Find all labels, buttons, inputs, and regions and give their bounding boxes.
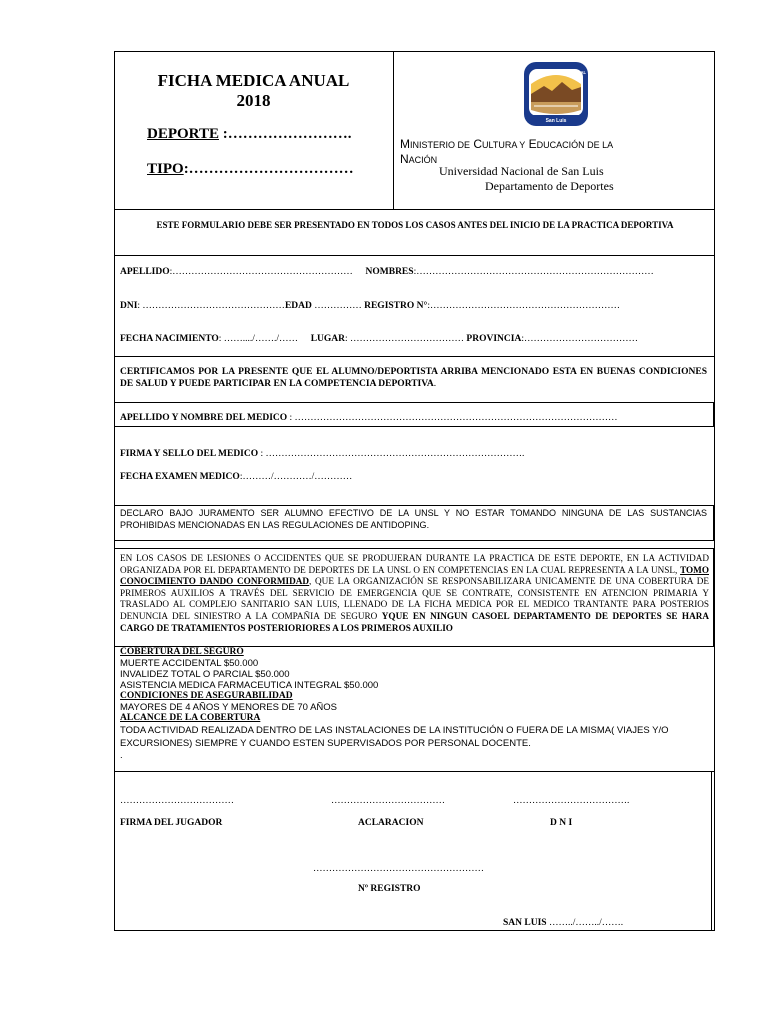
dni-label: DNI — [120, 301, 138, 311]
header-divider — [393, 52, 394, 209]
san-luis-date — [503, 918, 623, 928]
edad-field[interactable]: …………… — [311, 301, 362, 311]
provincia-field[interactable]: :……………………………… — [521, 334, 638, 344]
certification-text: CERTIFICAMOS POR LA PRESENTE QUE EL ALUMNO/DEPORTISTA ARRIBA MENCIONADO ESTA EN BUENAS CONDICIONES DE SALUD Y PUEDE PARTICIPAR EN LA COMPETENCIA DEPORTIVA. — [120, 367, 707, 389]
deporte-line — [147, 126, 351, 143]
medico-nombre-label: APELLIDO Y NOMBRE DEL MEDICO — [120, 413, 288, 423]
deporte-fill: :……………………. — [218, 126, 352, 142]
firma-medico-label: FIRMA Y SELLO DEL MEDICO — [120, 449, 259, 459]
tipo-fill: :…………………………… — [183, 161, 354, 177]
coverage-item: ASISTENCIA MEDICA FARMACEUTICA INTEGRAL $50.000 — [120, 680, 379, 691]
coverage-item: INVALIDEZ TOTAL O PARCIAL $50.000 — [120, 669, 290, 680]
fecha-nacimiento-field[interactable]: : ……..../……./…… — [218, 334, 298, 344]
logo-top-text: UNIVERSIDAD NACIONAL — [534, 70, 587, 75]
scope-text: TODA ACTIVIDAD REALIZADA DENTRO DE LAS INSTALACIONES DE LA INSTITUCIÓN O FUERA DE LA MISMA( VIAJES Y/O EXCURSIONES) SIEMPRE Y CUANDO ESTEN SUPERVISADOS POR PERSONAL DOCENTE. — [120, 725, 669, 749]
fecha-examen-label: FECHA EXAMEN MEDICO — [120, 472, 240, 482]
row-fecha-examen — [120, 472, 352, 482]
san-luis-label: SAN LUIS — [503, 918, 547, 928]
conditions-title: CONDICIONES DE ASEGURABILIDAD — [120, 691, 293, 701]
divider-header — [114, 209, 715, 210]
notice-text: ESTE FORMULARIO DEBE SER PRESENTADO EN TODOS LOS CASOS ANTES DEL INICIO DE LA PRACTICA DEPORTIVA — [156, 220, 674, 230]
divider-signatures — [114, 771, 715, 772]
conditions-text: MAYORES DE 4 AÑOS Y MENORES DE 70 AÑOS — [120, 702, 337, 713]
row-fecha — [120, 334, 638, 344]
row-firma-medico — [120, 449, 524, 459]
dni-signature-label: D N I — [550, 818, 573, 828]
declaration-text: DECLARO BAJO JURAMENTO SER ALUMNO EFECTIVO DE LA UNSL Y NO ESTAR TOMANDO NINGUNA DE LAS SUSTANCIAS PROHIBIDAS MENCIONADAS EN LAS REGULACIONES DE ANTIDOPING. — [120, 508, 707, 530]
deporte-label: DEPORTE — [147, 126, 219, 142]
registro-label: REGISTRO N° — [364, 301, 428, 311]
medico-nombre-field[interactable]: : ………………………………………………………………………………………… — [287, 413, 618, 423]
signature-side-line — [711, 771, 712, 930]
san-luis-date-field[interactable]: ……../……../……. — [546, 918, 624, 928]
fecha-examen-field[interactable]: :………/…………/………… — [239, 472, 353, 482]
university-name: Universidad Nacional de San Luis — [439, 164, 604, 178]
form-year: 2018 — [236, 91, 271, 110]
university-logo — [522, 60, 590, 128]
dni-field[interactable]: : ……………………………………… — [137, 301, 285, 311]
fecha-nacimiento-label: FECHA NACIMIENTO — [120, 334, 219, 344]
row-medico-nombre — [120, 413, 618, 423]
coverage-title: COBERTURA DEL SEGURO — [120, 647, 244, 657]
scope-title: ALCANCE DE LA COBERTURA — [120, 713, 261, 723]
trailing-dot: . — [120, 750, 123, 761]
apellido-label: APELLIDO — [120, 267, 170, 277]
apellido-field[interactable]: :………………………………………………… — [169, 267, 353, 277]
logo-bottom-text: San Luis — [545, 118, 567, 124]
signature-dots-jugador[interactable]: ……………………………… — [120, 796, 234, 806]
edad-label: EDAD — [284, 301, 312, 311]
nombres-field[interactable]: :………………………………………………………………… — [413, 267, 654, 277]
coverage-section — [120, 647, 710, 761]
registro-field[interactable]: :…………………………………………………… — [427, 301, 620, 311]
tipo-line — [147, 161, 354, 178]
divider-fields — [114, 356, 715, 357]
provincia-label: PROVINCIA — [466, 334, 522, 344]
form-title: FICHA MEDICA ANUAL — [157, 71, 350, 90]
registro-dots[interactable]: ……………………………………………… — [313, 864, 484, 874]
divider-notice — [114, 255, 715, 256]
signature-dots-aclaracion[interactable]: ……………………………… — [331, 796, 445, 806]
nombres-label: NOMBRES — [365, 267, 414, 277]
lugar-label: LUGAR — [310, 334, 346, 344]
aclaracion-label: ACLARACION — [358, 818, 424, 828]
firma-jugador-label: FIRMA DEL JUGADOR — [120, 818, 223, 828]
row-apellido — [120, 267, 654, 277]
coverage-item: MUERTE ACCIDENTAL $50.000 — [120, 658, 259, 669]
lugar-field[interactable]: : ……………………………… — [345, 334, 465, 344]
ministry-text: MINISTERIO DE CULTURA Y EDUCACIÓN DE LA NACIÓN — [400, 137, 614, 166]
signature-dots-dni[interactable]: ………………………………. — [513, 796, 630, 806]
row-dni — [120, 301, 620, 311]
firma-medico-field[interactable]: : ………………………………………………………………………. — [258, 449, 525, 459]
department-name: Departamento de Deportes — [485, 179, 614, 193]
tipo-label: TIPO — [147, 161, 184, 177]
registro-signature-label: Nº REGISTRO — [358, 884, 421, 894]
injury-text: EN LOS CASOS DE LESIONES O ACCIDENTES QUE SE PRODUJERAN DURANTE LA PRACTICA DE ESTE DEPORTE, EN LA ACTIVIDAD ORGANIZADA POR EL DEPARTAMENTO DE DEPORTES DE LA UNSL O EN COMPETENCIAS EN LA CUAL REPRESENTA A LA UNSL, TOMO CONOCIMIENTO DANDO CONFORMIDAD, QUE LA ORGANIZACIÓN SE RESPONSABILIZARA UNICAMENTE DE UNA COBERTURA DE PRIMEROS AUXILIOS A TRAVÉS DEL SERVICIO DE EMERGENCIA QUE SE CONTRATE, CONSISTENTE EN ATENCION PRIMARIA Y TRASLADO AL COMPLEJO SANITARIO SAN LUIS, LLENADO DE LA FICHA MEDICA POR EL MEDICO TRANTANTE PARA POSTERIOS DENUNCIA DEL SINIESTRO A LA COMPAÑIA DE SEGURO YQUE EN NINGUN CASOEL DEPARTAMENTO DE DEPORTES SE HARA CARGO DE TRATAMIENTOS POSTERIORIORES A LOS PRIMEROS AUXILIO — [120, 553, 709, 633]
